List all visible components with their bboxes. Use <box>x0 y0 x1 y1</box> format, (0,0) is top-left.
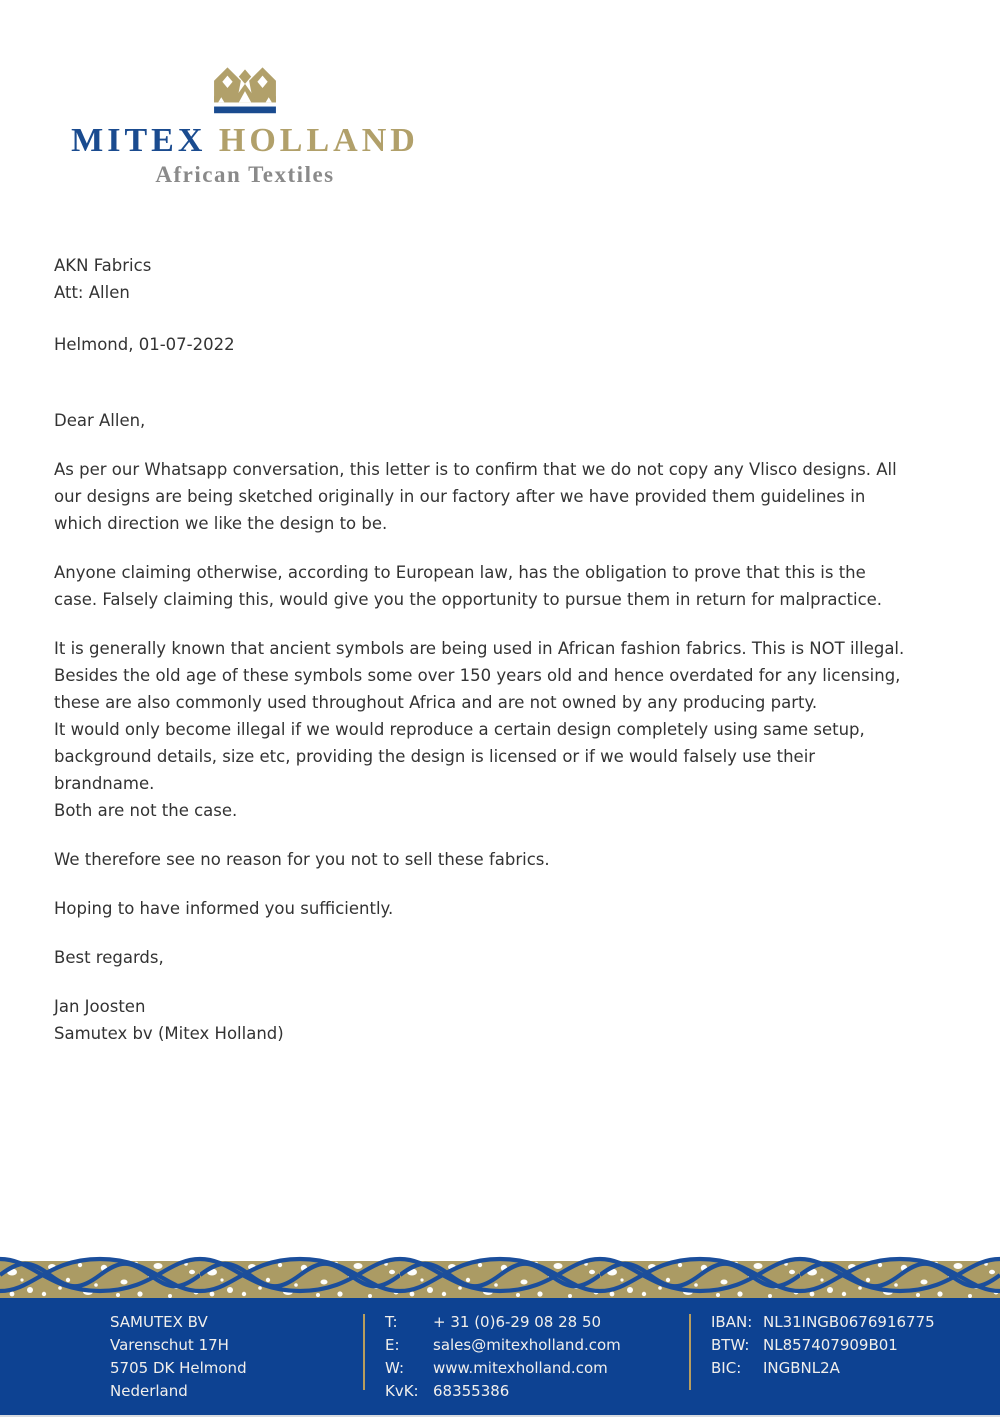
brand-wordmark <box>62 123 428 159</box>
address-line: 5705 DK Helmond <box>110 1359 247 1377</box>
contact-label: E: <box>385 1336 400 1354</box>
bank-value: NL857407909B01 <box>763 1336 898 1354</box>
letter-paragraph: Both are not the case. <box>54 801 238 820</box>
address-line: Varenschut 17H <box>110 1336 229 1354</box>
bank-label: BIC: <box>711 1359 742 1377</box>
salutation: Dear Allen, <box>54 411 146 430</box>
wax-pattern-band <box>0 1252 1000 1298</box>
recipient-line: Att: Allen <box>54 283 130 302</box>
letter-paragraph: Hoping to have informed you sufficiently. <box>54 899 394 918</box>
brand-primary: MITEX <box>71 122 207 159</box>
footer-divider <box>363 1314 365 1390</box>
letter-body <box>54 252 914 1047</box>
letter-paragraph: It would only become illegal if we would reproduce a certain design completely using same setup, background details, size etc, providing the design is licensed or if we would falsely use their brandname. <box>54 720 865 793</box>
contact-value: www.mitexholland.com <box>433 1359 608 1377</box>
bank-row <box>711 1357 935 1380</box>
address-line: Nederland <box>110 1382 188 1400</box>
bank-label: IBAN: <box>711 1313 753 1331</box>
company-logo <box>62 64 428 188</box>
contact-label: T: <box>385 1313 398 1331</box>
letter-paragraph: It is generally known that ancient symbols are being used in African fashion fabrics. This is NOT illegal. Besides the old age of these symbols some over 150 years old and hence overdated for any licensing, these are also commonly used throughout Africa and are not owned by any producing party. <box>54 639 905 712</box>
footer-divider <box>689 1314 691 1390</box>
address-line: SAMUTEX BV <box>110 1313 208 1331</box>
signature-line: Samutex bv (Mitex Holland) <box>54 1024 284 1043</box>
letter-paragraph: Anyone claiming otherwise, according to European law, has the obligation to prove that this is the case. Falsely claiming this, would give you the opportunity to pursue them in return for malpractice. <box>54 563 883 609</box>
contact-label: KvK: <box>385 1382 419 1400</box>
letter-paragraph: As per our Whatsapp conversation, this letter is to confirm that we do not copy any Vlisco designs. All our designs are being sketched originally in our factory after we have provided them guidelines in which direction we like the design to be. <box>54 460 897 533</box>
signature-block <box>54 993 914 1047</box>
contact-row <box>385 1357 689 1380</box>
footer-bank-details <box>711 1311 935 1380</box>
contact-row <box>385 1380 689 1403</box>
contact-value: sales@mitexholland.com <box>433 1336 621 1354</box>
brand-secondary: HOLLAND <box>218 122 419 159</box>
contact-row <box>385 1334 689 1357</box>
letter-paragraph: Best regards, <box>54 948 164 967</box>
footer-company-address <box>110 1311 363 1403</box>
crown-icon <box>212 64 278 114</box>
recipient-line: AKN Fabrics <box>54 256 152 275</box>
bank-label: BTW: <box>711 1336 750 1354</box>
footer-contact-details <box>385 1311 689 1403</box>
bank-value: NL31INGB0676916775 <box>763 1313 935 1331</box>
contact-value: + 31 (0)6-29 08 28 50 <box>433 1313 602 1331</box>
bank-value: INGBNL2A <box>763 1359 840 1377</box>
signature-line: Jan Joosten <box>54 997 146 1016</box>
contact-value: 68355386 <box>433 1382 510 1400</box>
dateline: Helmond, 01-07-2022 <box>54 335 235 354</box>
recipient-block <box>54 252 914 306</box>
contact-row <box>385 1311 689 1334</box>
footer <box>0 1252 1000 1417</box>
contact-label: W: <box>385 1359 405 1377</box>
footer-contact-bar <box>0 1298 1000 1417</box>
bank-row <box>711 1334 935 1357</box>
brand-tagline: African Textiles <box>155 161 335 187</box>
paragraphs <box>54 456 914 971</box>
bank-row <box>711 1311 935 1334</box>
letter-paragraph: We therefore see no reason for you not to sell these fabrics. <box>54 850 550 869</box>
